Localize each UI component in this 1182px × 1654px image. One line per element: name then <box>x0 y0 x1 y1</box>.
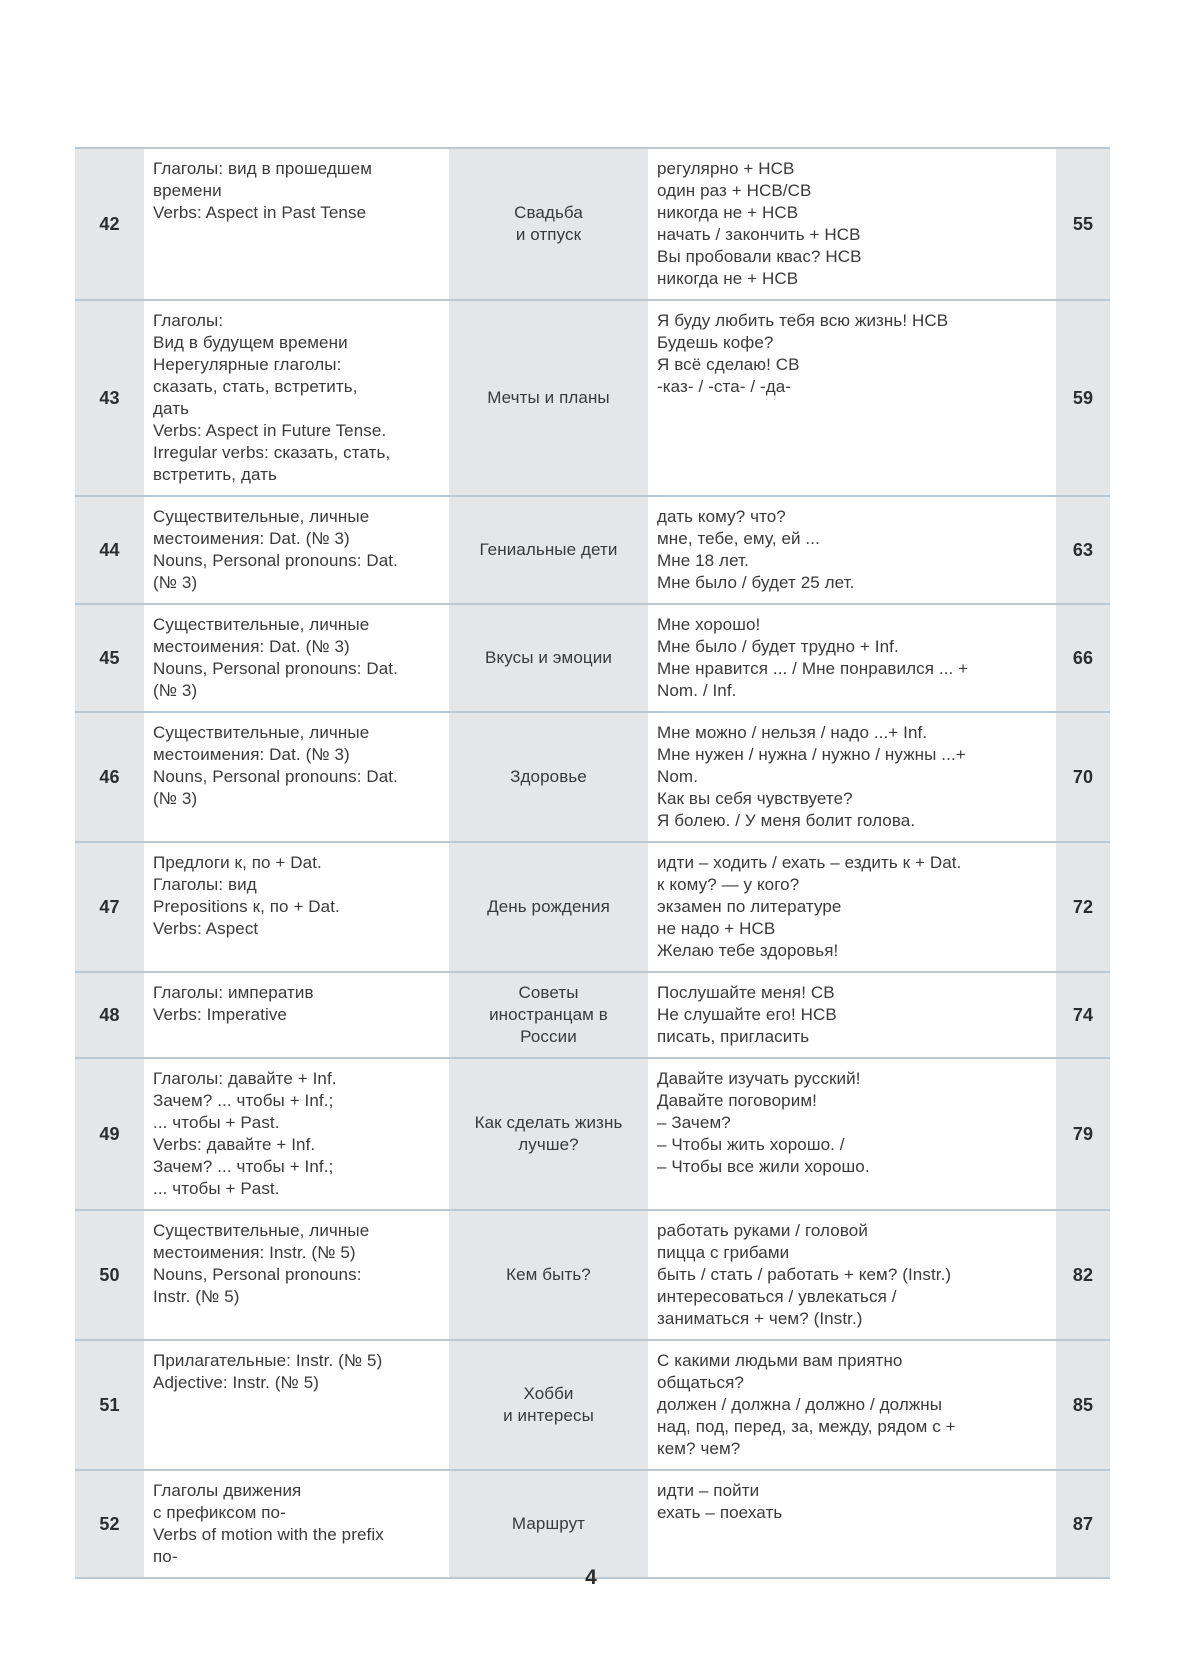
grammar-topic-cell: Глаголы: вид в прошедшем времени Verbs: Aspect in Past Tense <box>144 149 449 299</box>
table-row <box>75 147 1110 299</box>
examples-cell: Я буду любить тебя всю жизнь! НСВ Будешь кофе? Я всё сделаю! СВ -каз- / -ста- / -да- <box>648 301 1056 495</box>
grammar-topic-cell: Глаголы: Вид в будущем времени Нерегулярные глаголы: сказать, стать, встретить, дать Verbs: Aspect in Future Tense. Irregular verbs: сказать, стать, встретить, дать <box>144 301 449 495</box>
examples-cell: Послушайте меня! СВ Не слушайте его! НСВ писать, пригласить <box>648 973 1056 1057</box>
lesson-number-cell: 51 <box>75 1341 144 1469</box>
lesson-theme-cell: Советы иностранцам в России <box>449 973 648 1057</box>
page-number-cell: 59 <box>1056 301 1110 495</box>
grammar-topic-cell: Глаголы: императив Verbs: Imperative <box>144 973 449 1057</box>
table-row <box>75 495 1110 603</box>
lesson-number-cell: 48 <box>75 973 144 1057</box>
page-number-cell: 74 <box>1056 973 1110 1057</box>
examples-cell: дать кому? что? мне, тебе, ему, ей ... Мне 18 лет. Мне было / будет 25 лет. <box>648 497 1056 603</box>
grammar-topic-cell: Существительные, личные местоимения: Dat. (№ 3) Nouns, Personal pronouns: Dat. (№ 3) <box>144 713 449 841</box>
footer-page-number: 4 <box>585 1566 597 1589</box>
grammar-topic-cell: Существительные, личные местоимения: Instr. (№ 5) Nouns, Personal pronouns: Instr. (№ 5) <box>144 1211 449 1339</box>
contents-table <box>75 147 1110 1579</box>
table-row <box>75 971 1110 1057</box>
lesson-number-cell: 50 <box>75 1211 144 1339</box>
lesson-theme-cell: Как сделать жизнь лучше? <box>449 1059 648 1209</box>
examples-cell: Давайте изучать русский! Давайте поговорим! – Зачем? – Чтобы жить хорошо. / – Чтобы все жили хорошо. <box>648 1059 1056 1209</box>
table-row <box>75 299 1110 495</box>
table-row <box>75 711 1110 841</box>
lesson-number-cell: 46 <box>75 713 144 841</box>
lesson-theme-cell: Вкусы и эмоции <box>449 605 648 711</box>
table-row <box>75 1057 1110 1209</box>
page-number-cell: 79 <box>1056 1059 1110 1209</box>
lesson-theme-cell: Маршрут <box>449 1471 648 1577</box>
examples-cell: идти – пойти ехать – поехать <box>648 1471 1056 1577</box>
page-number-cell: 66 <box>1056 605 1110 711</box>
grammar-topic-cell: Существительные, личные местоимения: Dat. (№ 3) Nouns, Personal pronouns: Dat. (№ 3) <box>144 497 449 603</box>
page-number-cell: 63 <box>1056 497 1110 603</box>
lesson-number-cell: 45 <box>75 605 144 711</box>
table-row <box>75 1469 1110 1579</box>
lesson-theme-cell: Гениальные дети <box>449 497 648 603</box>
page-number-cell: 70 <box>1056 713 1110 841</box>
lesson-theme-cell: Здоровье <box>449 713 648 841</box>
lesson-theme-cell: Мечты и планы <box>449 301 648 495</box>
lesson-number-cell: 47 <box>75 843 144 971</box>
lesson-theme-cell: Кем быть? <box>449 1211 648 1339</box>
page-number-cell: 87 <box>1056 1471 1110 1577</box>
lesson-number-cell: 44 <box>75 497 144 603</box>
examples-cell: идти – ходить / ехать – ездить к + Dat. к кому? — у кого? экзамен по литературе не надо + НСВ Желаю тебе здоровья! <box>648 843 1056 971</box>
page-number-cell: 85 <box>1056 1341 1110 1469</box>
examples-cell: Мне можно / нельзя / надо ...+ Inf. Мне нужен / нужна / нужно / нужны ...+ Nom. Как вы себя чувствуете? Я болею. / У меня болит голова. <box>648 713 1056 841</box>
grammar-topic-cell: Глаголы движения с префиксом по- Verbs of motion with the prefix по- <box>144 1471 449 1577</box>
lesson-theme-cell: Хобби и интересы <box>449 1341 648 1469</box>
page-number-cell: 72 <box>1056 843 1110 971</box>
table-row <box>75 1339 1110 1469</box>
lesson-number-cell: 42 <box>75 149 144 299</box>
examples-cell: регулярно + НСВ один раз + НСВ/СВ никогда не + НСВ начать / закончить + НСВ Вы пробовали квас? НСВ никогда не + НСВ <box>648 149 1056 299</box>
grammar-topic-cell: Прилагательные: Instr. (№ 5) Adjective: Instr. (№ 5) <box>144 1341 449 1469</box>
grammar-topic-cell: Существительные, личные местоимения: Dat. (№ 3) Nouns, Personal pronouns: Dat. (№ 3) <box>144 605 449 711</box>
table-row <box>75 841 1110 971</box>
grammar-topic-cell: Предлоги к, по + Dat. Глаголы: вид Prepositions к, по + Dat. Verbs: Aspect <box>144 843 449 971</box>
table-row <box>75 603 1110 711</box>
examples-cell: работать руками / головой пицца с грибами быть / стать / работать + кем? (Instr.) интересоваться / увлекаться / заниматься + чем? (Instr.) <box>648 1211 1056 1339</box>
page-number-cell: 82 <box>1056 1211 1110 1339</box>
grammar-topic-cell: Глаголы: давайте + Inf. Зачем? ... чтобы + Inf.; ... чтобы + Past. Verbs: давайте + Inf. Зачем? ... чтобы + Inf.; ... чтобы + Past. <box>144 1059 449 1209</box>
table-row <box>75 1209 1110 1339</box>
examples-cell: Мне хорошо! Мне было / будет трудно + Inf. Мне нравится ... / Мне понравился ... + Nom. / Inf. <box>648 605 1056 711</box>
page-number-cell: 55 <box>1056 149 1110 299</box>
lesson-number-cell: 49 <box>75 1059 144 1209</box>
examples-cell: С какими людьми вам приятно общаться? должен / должна / должно / должны над, под, перед, за, между, рядом с + кем? чем? <box>648 1341 1056 1469</box>
lesson-number-cell: 43 <box>75 301 144 495</box>
lesson-theme-cell: Свадьба и отпуск <box>449 149 648 299</box>
lesson-theme-cell: День рождения <box>449 843 648 971</box>
lesson-number-cell: 52 <box>75 1471 144 1577</box>
